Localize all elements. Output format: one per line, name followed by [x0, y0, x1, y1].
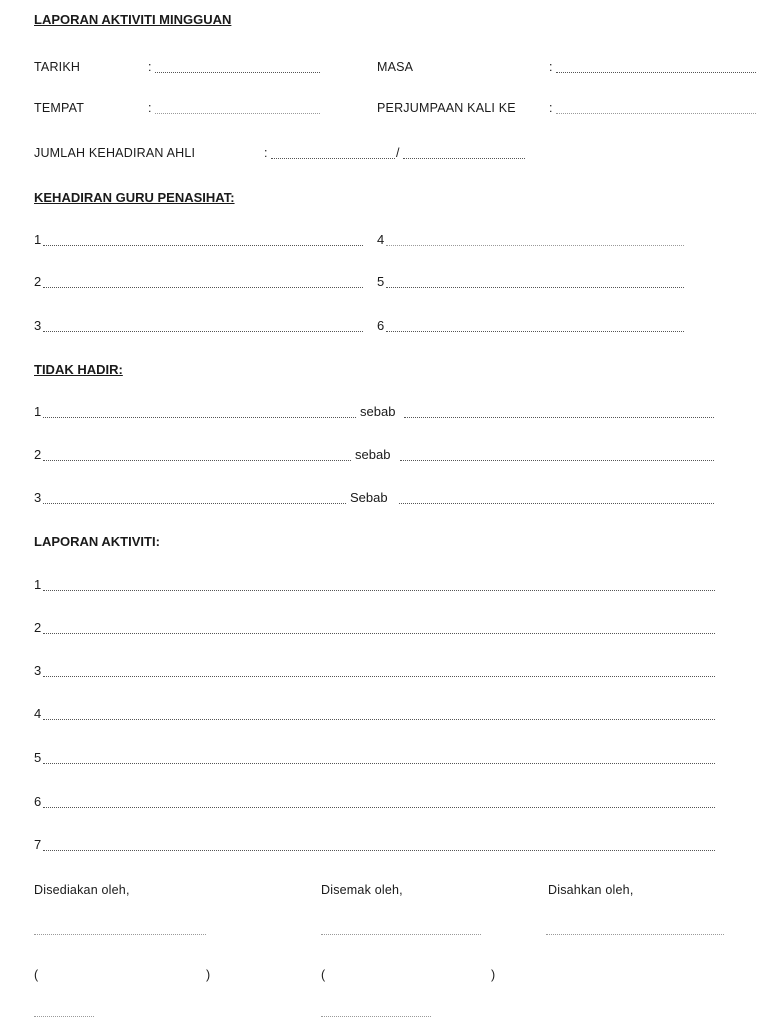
guru-number: 4: [377, 232, 385, 247]
guru-field[interactable]: [43, 287, 363, 288]
jumlah-hadir-field[interactable]: [271, 158, 395, 159]
disediakan-open-paren: (: [34, 968, 39, 982]
absent-name-field[interactable]: [43, 503, 346, 504]
perjumpaan-field[interactable]: [556, 113, 756, 114]
jumlah-label: JUMLAH KEHADIRAN AHLI: [34, 146, 196, 160]
disemak-name-field[interactable]: [321, 1016, 431, 1017]
disemak-signature-field[interactable]: [321, 934, 481, 935]
tempat-label: TEMPAT: [34, 101, 85, 115]
masa-field[interactable]: [556, 72, 756, 73]
guru-field[interactable]: [386, 245, 684, 246]
activity-field[interactable]: [43, 590, 715, 591]
guru-number: 5: [377, 274, 385, 289]
disediakan-label: Disediakan oleh,: [34, 883, 130, 897]
absent-reason-field[interactable]: [399, 503, 714, 504]
tarikh-colon: :: [148, 60, 152, 74]
absent-number: 3: [34, 490, 42, 505]
perjumpaan-colon: :: [549, 101, 553, 115]
disemak-label: Disemak oleh,: [321, 883, 403, 897]
activity-number: 2: [34, 620, 42, 635]
absent-reason-field[interactable]: [404, 417, 714, 418]
absent-reason-label: sebab: [360, 404, 396, 419]
guru-field[interactable]: [386, 331, 684, 332]
absent-name-field[interactable]: [43, 417, 356, 418]
absent-name-field[interactable]: [43, 460, 351, 461]
activity-number: 1: [34, 577, 42, 592]
tarikh-label: TARIKH: [34, 60, 81, 74]
activity-number: 4: [34, 706, 42, 721]
guru-number: 1: [34, 232, 42, 247]
absent-number: 2: [34, 447, 42, 462]
page-title: LAPORAN AKTIVITI MINGGUAN: [34, 12, 232, 27]
activity-field[interactable]: [43, 719, 715, 720]
disediakan-close-paren: ): [206, 968, 211, 982]
activity-number: 7: [34, 837, 42, 852]
laporan-heading: LAPORAN AKTIVITI:: [34, 534, 160, 549]
jumlah-ahli-field[interactable]: [403, 158, 525, 159]
disediakan-signature-field[interactable]: [34, 934, 206, 935]
activity-number: 3: [34, 663, 42, 678]
perjumpaan-label: PERJUMPAAN KALI KE: [377, 101, 516, 115]
disahkan-label: Disahkan oleh,: [548, 883, 634, 897]
disemak-open-paren: (: [321, 968, 326, 982]
activity-number: 5: [34, 750, 42, 765]
activity-field[interactable]: [43, 633, 715, 634]
tempat-colon: :: [148, 101, 152, 115]
disemak-close-paren: ): [491, 968, 496, 982]
absent-reason-field[interactable]: [400, 460, 714, 461]
guru-number: 3: [34, 318, 42, 333]
disahkan-signature-field[interactable]: [546, 934, 724, 935]
masa-colon: :: [549, 60, 553, 74]
activity-field[interactable]: [43, 676, 715, 677]
guru-field[interactable]: [43, 331, 363, 332]
activity-field[interactable]: [43, 850, 715, 851]
activity-number: 6: [34, 794, 42, 809]
absent-number: 1: [34, 404, 42, 419]
jumlah-colon: :: [264, 146, 268, 160]
guru-number: 6: [377, 318, 385, 333]
tempat-field[interactable]: [155, 113, 320, 114]
activity-field[interactable]: [43, 763, 715, 764]
activity-field[interactable]: [43, 807, 715, 808]
tarikh-field[interactable]: [155, 72, 320, 73]
absent-reason-label: Sebab: [350, 490, 388, 505]
jumlah-slash: /: [396, 146, 400, 160]
guru-number: 2: [34, 274, 42, 289]
disediakan-name-field[interactable]: [34, 1016, 94, 1017]
guru-heading: KEHADIRAN GURU PENASIHAT:: [34, 190, 235, 205]
guru-field[interactable]: [386, 287, 684, 288]
tidak-hadir-heading: TIDAK HADIR:: [34, 362, 123, 377]
masa-label: MASA: [377, 60, 414, 74]
guru-field[interactable]: [43, 245, 363, 246]
absent-reason-label: sebab: [355, 447, 391, 462]
